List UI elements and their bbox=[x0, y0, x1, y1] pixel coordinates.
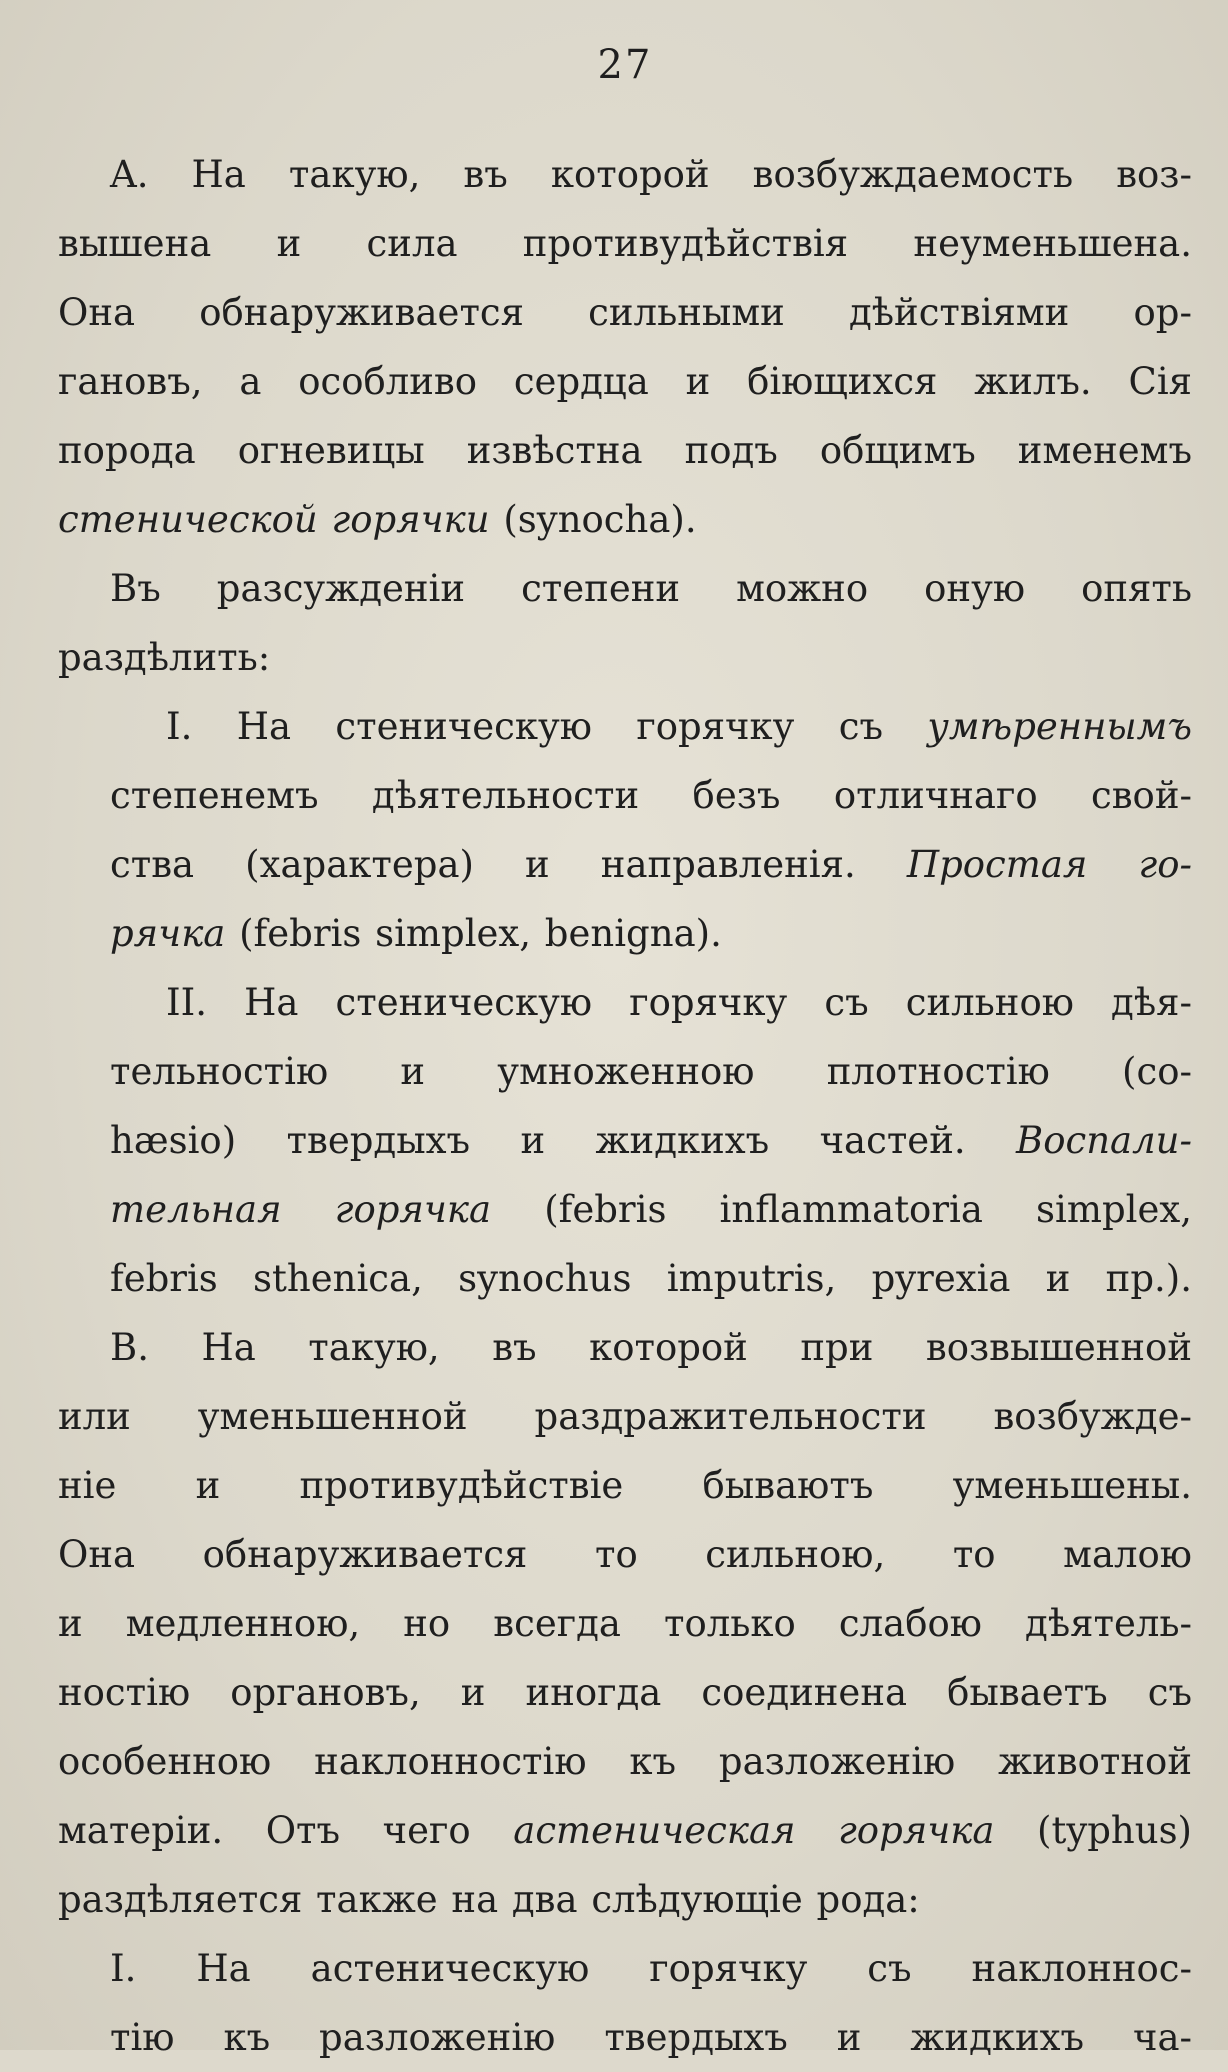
text-line bbox=[58, 1106, 1192, 1175]
text-line bbox=[58, 1175, 1192, 1244]
text-segment: порода огневицы извѣстна подъ общимъ именемъ bbox=[58, 429, 1192, 472]
text-line bbox=[58, 1934, 1192, 2003]
italic-term: рячка bbox=[110, 912, 226, 955]
italic-term: тельная горячка bbox=[110, 1188, 492, 1231]
body-text bbox=[58, 140, 1192, 2072]
italic-term: Простая го- bbox=[906, 843, 1192, 886]
text-line bbox=[58, 2003, 1192, 2072]
text-segment: тельностію и умноженною плотностію (co- bbox=[110, 1050, 1192, 1093]
text-line bbox=[58, 830, 1192, 899]
text-line bbox=[58, 347, 1192, 416]
text-line bbox=[58, 623, 1192, 692]
italic-term: астеническая горячка bbox=[513, 1809, 995, 1852]
text-line bbox=[58, 1520, 1192, 1589]
text-segment: матеріи. Отъ чего bbox=[58, 1809, 514, 1852]
text-segment: или уменьшенной раздражительности возбужде- bbox=[58, 1395, 1192, 1438]
text-segment: hæsio) твердыхъ и жидкихъ частей. bbox=[110, 1119, 1017, 1162]
text-line bbox=[58, 1589, 1192, 1658]
text-segment: ніе и противудѣйствіе бываютъ уменьшены. bbox=[58, 1464, 1192, 1507]
text-segment: I. На астеническую горячку съ наклоннос- bbox=[110, 1947, 1192, 1990]
text-line bbox=[58, 1658, 1192, 1727]
text-line bbox=[58, 1313, 1192, 1382]
text-segment: B. На такую, въ которой при возвышенной bbox=[110, 1326, 1192, 1369]
text-segment: тію къ разложенію твердыхъ и жидкихъ ча- bbox=[110, 2016, 1192, 2059]
text-line bbox=[58, 1451, 1192, 1520]
text-segment: ностію органовъ, и иногда соединена бываетъ съ bbox=[58, 1671, 1192, 1714]
text-segment: (typhus) bbox=[994, 1809, 1192, 1852]
text-segment: Она обнаруживается то сильною, то малою bbox=[58, 1533, 1192, 1576]
text-segment: (febris inflammatoria simplex, bbox=[491, 1188, 1192, 1231]
text-line bbox=[58, 209, 1192, 278]
italic-term: Воспали- bbox=[1016, 1119, 1192, 1162]
text-segment: раздѣляется также на два слѣдующіе рода: bbox=[58, 1878, 920, 1921]
text-line bbox=[58, 1382, 1192, 1451]
page-number: 27 bbox=[597, 42, 653, 88]
text-line bbox=[58, 416, 1192, 485]
text-line bbox=[58, 1244, 1192, 1313]
text-segment: febris sthenica, synochus imputris, pyrexia и пр.). bbox=[110, 1257, 1192, 1300]
text-line bbox=[58, 278, 1192, 347]
text-line bbox=[58, 554, 1192, 623]
text-segment: раздѣлить: bbox=[58, 636, 271, 679]
text-line bbox=[58, 1037, 1192, 1106]
text-segment: I. На стеническую горячку съ bbox=[166, 705, 928, 748]
text-line bbox=[58, 899, 1192, 968]
text-line bbox=[58, 692, 1192, 761]
text-segment: вышена и сила противудѣйствія неуменьшена. bbox=[58, 222, 1192, 265]
text-segment: A. На такую, въ которой возбуждаемость воз- bbox=[110, 153, 1192, 196]
text-segment: Она обнаруживается сильными дѣйствіями ор- bbox=[58, 291, 1192, 334]
text-segment: (synocha). bbox=[489, 498, 697, 541]
text-segment: и медленною, но всегда только слабою дѣятель- bbox=[58, 1602, 1192, 1645]
text-line bbox=[58, 1727, 1192, 1796]
text-line bbox=[58, 1865, 1192, 1934]
text-segment: ства (характера) и направленія. bbox=[110, 843, 907, 886]
text-line bbox=[58, 140, 1192, 209]
text-line bbox=[58, 968, 1192, 1037]
text-line bbox=[58, 485, 1192, 554]
text-segment: гановъ, а особливо сердца и біющихся жилъ. Сія bbox=[58, 360, 1192, 403]
text-segment: степенемъ дѣятельности безъ отличнаго свой- bbox=[110, 774, 1192, 817]
text-line bbox=[58, 1796, 1192, 1865]
text-line bbox=[58, 761, 1192, 830]
italic-term: стенической горячки bbox=[58, 498, 490, 541]
text-segment: Въ разсужденіи степени можно оную опять bbox=[110, 567, 1192, 610]
text-segment: II. На стеническую горячку съ сильною дѣя- bbox=[166, 981, 1192, 1024]
text-segment: особенною наклонностію къ разложенію животной bbox=[58, 1740, 1192, 1783]
text-segment: (febris simplex, benigna). bbox=[225, 912, 722, 955]
italic-term: умѣреннымъ bbox=[927, 705, 1192, 748]
